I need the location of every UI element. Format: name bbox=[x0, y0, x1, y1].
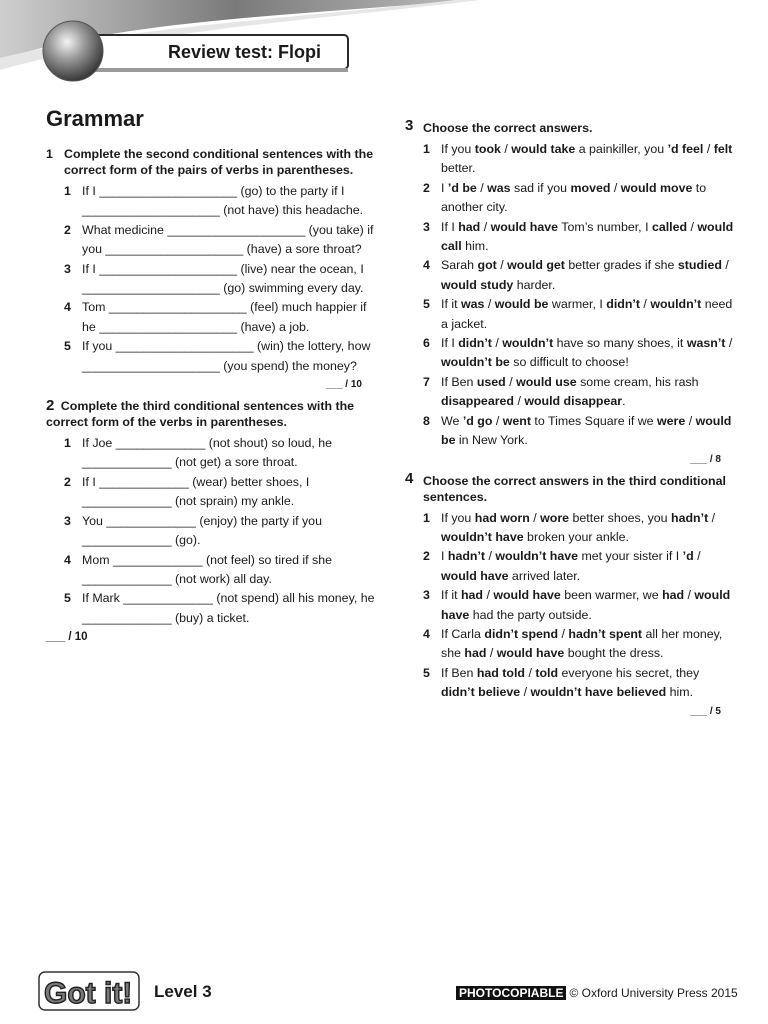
item-number: 1 bbox=[64, 184, 71, 198]
sentence-fragment: so difficult to choose! bbox=[509, 355, 629, 370]
item-text bbox=[441, 181, 706, 214]
level-label: Level 3 bbox=[154, 982, 212, 1001]
exercise-number: 2 bbox=[46, 397, 55, 415]
sentence-fragment: If Ben bbox=[441, 374, 477, 389]
list-item bbox=[405, 586, 735, 625]
item-text: Tom ____________________ (feel) much happier if he ____________________ (have) a job. bbox=[82, 300, 367, 334]
exercise-items bbox=[46, 182, 376, 376]
sentence-fragment: / bbox=[492, 413, 503, 428]
list-item bbox=[405, 256, 735, 295]
answer-option: had bbox=[464, 646, 487, 661]
answer-option: had bbox=[662, 588, 685, 603]
item-number: 1 bbox=[423, 510, 430, 525]
answer-option: would disappear bbox=[524, 394, 623, 409]
answer-option: hadn’t bbox=[447, 549, 486, 564]
right-column bbox=[405, 117, 735, 725]
sentence-fragment: / bbox=[685, 413, 696, 428]
sentence-fragment: / bbox=[496, 258, 508, 273]
item-number: 8 bbox=[423, 413, 430, 428]
exercise-number: 3 bbox=[405, 117, 414, 134]
sentence-fragment: / bbox=[491, 336, 503, 351]
answer-option: disappeared bbox=[441, 394, 514, 409]
list-item bbox=[46, 589, 376, 628]
sentence-fragment: We bbox=[441, 413, 463, 428]
score-box: ___ / 10 bbox=[46, 631, 88, 644]
instruction-text: Complete the second conditional sentences with the correct form of the pairs of verbs in parentheses. bbox=[64, 147, 374, 177]
item-number: 4 bbox=[64, 552, 71, 567]
list-item bbox=[405, 373, 735, 412]
item-text bbox=[441, 511, 715, 544]
sentence-fragment: been warmer, we bbox=[560, 588, 663, 603]
sentence-fragment: If you bbox=[441, 142, 475, 156]
photocopiable-badge: PHOTOCOPIABLE bbox=[456, 986, 566, 1000]
sentence-fragment: some cream, his rash bbox=[576, 374, 699, 389]
list-item bbox=[405, 334, 735, 373]
sentence-fragment: Tom’s number, I bbox=[558, 219, 652, 234]
answer-option: studied bbox=[677, 258, 722, 273]
exercise-items bbox=[405, 509, 735, 703]
answer-option: would call bbox=[441, 219, 734, 254]
list-item bbox=[46, 298, 376, 337]
sentence-fragment: him. bbox=[666, 685, 694, 700]
sentence-fragment: better. bbox=[441, 161, 476, 176]
answer-option: would have bbox=[441, 588, 731, 622]
page-title: Review test: Flopi bbox=[168, 42, 322, 62]
answer-option: would use bbox=[516, 374, 577, 389]
item-number: 4 bbox=[64, 300, 71, 315]
list-item bbox=[46, 551, 376, 590]
instruction-text: Complete the third conditional sentences with the correct form of the verbs in parentheses. bbox=[46, 399, 355, 430]
item-text: Mom _____________ (not feel) so tired if she _____________ (not work) all day. bbox=[82, 552, 333, 586]
score-box: ___ / 10 bbox=[325, 379, 362, 391]
list-item bbox=[405, 412, 735, 451]
item-number: 2 bbox=[423, 180, 430, 195]
sentence-fragment: / bbox=[684, 588, 695, 603]
sentence-fragment: better grades if she bbox=[564, 258, 678, 273]
sentence-fragment: If it bbox=[441, 297, 461, 312]
list-item bbox=[405, 295, 735, 334]
score-box: ___ / 8 bbox=[690, 453, 721, 465]
answer-option: got bbox=[477, 258, 497, 273]
got-it-logo bbox=[38, 970, 142, 1012]
instruction-text: Choose the correct answers in the third conditional sentences. bbox=[423, 473, 726, 504]
sentence-fragment: / bbox=[639, 297, 651, 312]
answer-option: took bbox=[474, 142, 501, 156]
item-text bbox=[441, 375, 699, 408]
sentence-fragment: need a jacket. bbox=[441, 297, 733, 331]
answer-option: had worn bbox=[474, 510, 530, 525]
sentence-fragment: / bbox=[485, 549, 496, 564]
item-number: 3 bbox=[423, 219, 430, 234]
answer-option: wasn’t bbox=[686, 336, 726, 351]
sentence-fragment: / bbox=[476, 180, 488, 195]
sentence-fragment: . bbox=[622, 394, 626, 409]
exercise-4 bbox=[405, 469, 735, 719]
answer-option: would have bbox=[493, 588, 561, 603]
answer-option: ’d bbox=[682, 549, 694, 564]
answer-option: were bbox=[657, 413, 686, 428]
answer-option: ’d be bbox=[447, 180, 477, 195]
answer-option: would be bbox=[494, 297, 549, 312]
exercise-items bbox=[405, 140, 735, 451]
item-number: 3 bbox=[64, 513, 71, 528]
answer-option: had bbox=[460, 588, 483, 603]
exercise-items bbox=[46, 434, 376, 628]
svg-text:Got it!: Got it! bbox=[44, 977, 133, 1010]
sentence-fragment: / bbox=[514, 394, 525, 409]
answer-option: would be bbox=[441, 413, 732, 448]
item-text: If you ____________________ (win) the lottery, how ____________________ (you spend) the money? bbox=[82, 339, 371, 373]
sentence-fragment: met your sister if I bbox=[578, 549, 683, 564]
answer-option: didn’t bbox=[458, 336, 492, 351]
item-text bbox=[441, 549, 701, 582]
list-item bbox=[405, 218, 735, 257]
answer-option: wouldn’t bbox=[502, 336, 554, 351]
answer-option: wouldn’t have believed bbox=[530, 685, 667, 700]
item-text: What medicine ____________________ (you take) if you ____________________ (have) a sore throat? bbox=[82, 222, 374, 257]
sentence-fragment: / bbox=[486, 646, 497, 661]
item-number: 1 bbox=[64, 436, 71, 451]
item-text bbox=[441, 142, 732, 175]
answer-option: wouldn’t bbox=[650, 297, 702, 312]
item-number: 4 bbox=[423, 626, 430, 641]
sentence-fragment: warmer, I bbox=[548, 297, 607, 312]
sentence-fragment: / bbox=[693, 549, 701, 564]
exercise-instruction bbox=[405, 117, 735, 136]
answer-option: ’d go bbox=[462, 413, 493, 428]
item-text bbox=[441, 627, 722, 660]
answer-option: didn’t bbox=[606, 297, 640, 312]
list-item bbox=[46, 182, 376, 221]
list-item bbox=[46, 512, 376, 551]
sentence-fragment: bought the dress. bbox=[564, 646, 664, 661]
sentence-fragment: to Times Square if we bbox=[530, 413, 657, 428]
sentence-fragment: If Carla bbox=[441, 626, 485, 641]
item-number: 2 bbox=[64, 222, 71, 237]
exercise-instruction bbox=[405, 469, 735, 505]
list-item bbox=[46, 473, 376, 512]
answer-option: wouldn’t have bbox=[441, 529, 524, 544]
sentence-fragment: I bbox=[441, 180, 448, 195]
sentence-fragment: a painkiller, you bbox=[575, 142, 668, 156]
sentence-fragment: / bbox=[505, 374, 517, 389]
item-number: 2 bbox=[64, 474, 71, 489]
sentence-fragment: all her money, she bbox=[441, 626, 723, 661]
exercise-3 bbox=[405, 117, 735, 467]
grammar-heading: Grammar bbox=[46, 106, 144, 131]
answer-option: would have bbox=[490, 219, 559, 234]
item-text: If Joe _____________ (not shout) so loud, he _____________ (not get) a sore throat. bbox=[82, 436, 333, 470]
item-text: If I ____________________ (live) near the ocean, I ____________________ (go) swimming every day. bbox=[82, 261, 364, 296]
copyright-text: © Oxford University Press 2015 bbox=[569, 986, 738, 1000]
sentence-fragment: / bbox=[483, 588, 494, 603]
answer-option: would get bbox=[507, 258, 565, 273]
answer-option: used bbox=[476, 374, 506, 389]
sentence-fragment: have so many shoes, it bbox=[553, 336, 687, 351]
item-number: 5 bbox=[423, 665, 430, 680]
answer-option: didn’t believe bbox=[441, 685, 521, 700]
list-item bbox=[405, 664, 735, 703]
sentence-fragment: I bbox=[441, 549, 448, 564]
sentence-fragment: / bbox=[610, 180, 621, 195]
list-item bbox=[405, 547, 735, 586]
answer-option: had bbox=[458, 219, 481, 234]
sentence-fragment: / bbox=[520, 685, 531, 700]
sentence-fragment: him. bbox=[461, 239, 489, 254]
answer-option: went bbox=[502, 413, 531, 428]
answer-option: would have bbox=[441, 568, 509, 583]
sentence-fragment: / bbox=[687, 219, 698, 234]
answer-option: ’d feel bbox=[667, 142, 704, 156]
sentence-fragment: broken your ankle. bbox=[523, 529, 629, 544]
sentence-fragment: If I bbox=[441, 336, 459, 351]
answer-option: told bbox=[535, 665, 559, 680]
item-text bbox=[441, 258, 729, 291]
sentence-fragment: / bbox=[484, 297, 495, 312]
instruction-text: Choose the correct answers. bbox=[423, 121, 593, 135]
sentence-fragment: in New York. bbox=[455, 433, 528, 448]
item-number: 2 bbox=[423, 549, 430, 564]
item-text: If I ____________________ (go) to the party if I ____________________ (not have) this headache. bbox=[82, 184, 364, 218]
item-text bbox=[441, 297, 732, 330]
item-number: 3 bbox=[423, 588, 430, 603]
item-text: If I _____________ (wear) better shoes, I _____________ (not sprain) my ankle. bbox=[82, 474, 310, 509]
answer-option: would take bbox=[511, 142, 576, 156]
copyright-line bbox=[456, 986, 738, 1000]
sentence-fragment: / bbox=[525, 665, 536, 680]
sentence-fragment: / bbox=[708, 510, 716, 525]
list-item bbox=[46, 434, 376, 473]
item-number: 5 bbox=[64, 339, 71, 354]
item-number: 6 bbox=[423, 336, 430, 351]
answer-option: hadn’t bbox=[671, 510, 709, 525]
sentence-fragment: arrived later. bbox=[508, 568, 581, 583]
answer-option: would move bbox=[620, 180, 693, 195]
score-box: ___ / 5 bbox=[690, 705, 721, 717]
exercise-2 bbox=[46, 398, 376, 644]
item-text: If Mark _____________ (not spend) all his money, he _____________ (buy) a ticket. bbox=[82, 591, 375, 625]
sentence-fragment: / bbox=[721, 258, 729, 273]
list-item bbox=[405, 625, 735, 664]
list-item bbox=[405, 179, 735, 218]
answer-option: felt bbox=[713, 142, 733, 156]
sentence-fragment: / bbox=[558, 626, 569, 641]
sentence-fragment: If it bbox=[441, 588, 461, 603]
sentence-fragment: / bbox=[500, 142, 512, 156]
sentence-fragment: harder. bbox=[513, 277, 556, 292]
exercise-instruction bbox=[46, 146, 376, 178]
answer-option: wore bbox=[540, 510, 570, 525]
item-number: 5 bbox=[64, 591, 71, 606]
sentence-fragment: everyone his secret, they bbox=[558, 665, 700, 680]
answer-option: was bbox=[487, 180, 511, 195]
item-text bbox=[441, 666, 699, 699]
sentence-fragment: / bbox=[529, 510, 541, 525]
sentence-fragment: If I bbox=[441, 219, 459, 234]
sentence-fragment: better shoes, you bbox=[569, 510, 672, 525]
sentence-fragment: If you bbox=[441, 510, 475, 525]
answer-option: hadn’t spent bbox=[568, 626, 643, 641]
answer-option: would study bbox=[441, 277, 514, 292]
item-number: 1 bbox=[423, 142, 430, 156]
item-text: You _____________ (enjoy) the party if you _____________ (go). bbox=[82, 513, 322, 548]
item-number: 7 bbox=[423, 374, 430, 389]
exercise-instruction bbox=[46, 398, 376, 430]
left-column bbox=[46, 106, 376, 650]
item-number: 3 bbox=[64, 261, 71, 276]
sentence-fragment: had the party outside. bbox=[469, 607, 592, 622]
exercise-number: 1 bbox=[46, 147, 53, 161]
item-number: 4 bbox=[423, 258, 430, 273]
answer-option: wouldn’t be bbox=[441, 355, 510, 370]
sentence-fragment: / bbox=[480, 219, 491, 234]
sentence-fragment: to another city. bbox=[441, 180, 707, 215]
sentence-fragment: / bbox=[725, 336, 733, 351]
list-item bbox=[46, 221, 376, 260]
answer-option: wouldn’t have bbox=[495, 549, 578, 564]
item-text bbox=[441, 588, 730, 621]
list-item bbox=[405, 140, 735, 179]
list-item bbox=[46, 260, 376, 299]
header-banner-graphic bbox=[0, 0, 768, 90]
sentence-fragment: If Ben bbox=[441, 665, 477, 680]
sentence-fragment: sad if you bbox=[510, 180, 571, 195]
answer-option: didn’t spend bbox=[484, 626, 559, 641]
item-text bbox=[441, 414, 731, 447]
sentence-fragment: Sarah bbox=[441, 258, 478, 273]
item-number: 5 bbox=[423, 297, 430, 312]
answer-option: was bbox=[460, 297, 485, 312]
answer-option: called bbox=[651, 219, 688, 234]
item-text bbox=[441, 336, 732, 369]
list-item bbox=[46, 337, 376, 376]
answer-option: had told bbox=[476, 665, 526, 680]
exercise-1 bbox=[46, 146, 376, 392]
answer-option: would have bbox=[496, 646, 565, 661]
exercise-number: 4 bbox=[405, 469, 414, 487]
page-header bbox=[0, 0, 768, 90]
sentence-fragment: / bbox=[703, 142, 714, 156]
list-item bbox=[405, 509, 735, 548]
answer-option: moved bbox=[570, 180, 611, 195]
item-text bbox=[441, 220, 733, 253]
page-footer bbox=[0, 966, 768, 1016]
